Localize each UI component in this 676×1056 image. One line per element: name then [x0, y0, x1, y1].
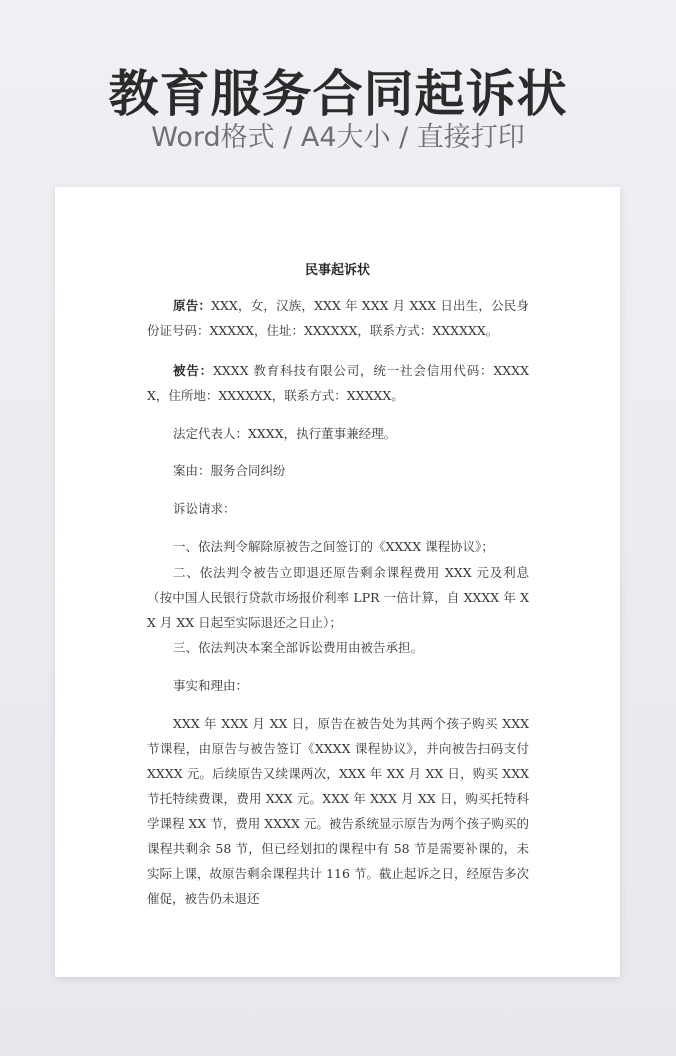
- defendant-paragraph: [147, 358, 529, 408]
- plaintiff-text: XXX，女，汉族，XXX 年 XXX 月 XXX 日出生，公民身份证号码：XXXXX，住址：XXXXXX，联系方式：XXXXXX。: [147, 298, 529, 338]
- banner-subtitle: Word格式 / A4大小 / 直接打印: [151, 122, 525, 153]
- document-heading: 民事起诉状: [304, 263, 370, 278]
- plaintiff-paragraph: [147, 293, 529, 343]
- facts-paragraph: XXX 年 XXX 月 XX 日，原告在被告处为其两个孩子购买 XXX 节课程，由原告与被告签订《XXXX 课程协议》，并向被告扫码支付 XXXX 元。后续原告又续课两次，XXX 年 XX 月 XX 日，购买 XXX 节托特续费课，费用 XXX 元。XXX 年 XXX 月 XX 日，购买托特科学课程 XX 节，费用 XXXX 元。被告系统显示原告为两个孩子购买的课程共剩余 58 节，但已经划扣的课程中有 58 节是需要补课的，未实际上课，故原告剩余课程共计 116 节。截止起诉之日，经原告多次催促，被告仍未退还: [147, 716, 529, 906]
- cause-paragraph: 案由：服务合同纠纷: [173, 463, 286, 478]
- defendant-text: XXXX 教育科技有限公司，统一社会信用代码：XXXXX，住所地：XXXXXX，联系方式：XXXXX。: [147, 363, 529, 403]
- claims-heading: 诉讼请求：: [173, 501, 236, 516]
- facts-heading: 事实和理由：: [173, 678, 249, 693]
- claim-item-2: 二、依法判令被告立即退还原告剩余课程费用 XXX 元及利息（按中国人民银行贷款市场报价利率 LPR 一倍计算，自 XXXX 年 XX 月 XX 日起至实际退还之日止）；: [147, 565, 529, 630]
- claim-item-1: 一、依法判令解除原被告之间签订的《XXXX 课程协议》；: [173, 539, 494, 554]
- claim-item-3: 三、依法判决本案全部诉讼费用由被告承担。: [173, 640, 424, 655]
- plaintiff-label: 原告：: [173, 298, 212, 313]
- banner-title: 教育服务合同起诉状: [108, 65, 568, 123]
- defendant-label: 被告：: [173, 363, 213, 378]
- document-page: [55, 187, 620, 977]
- legal-rep-paragraph: 法定代表人：XXXX，执行董事兼经理。: [173, 426, 397, 441]
